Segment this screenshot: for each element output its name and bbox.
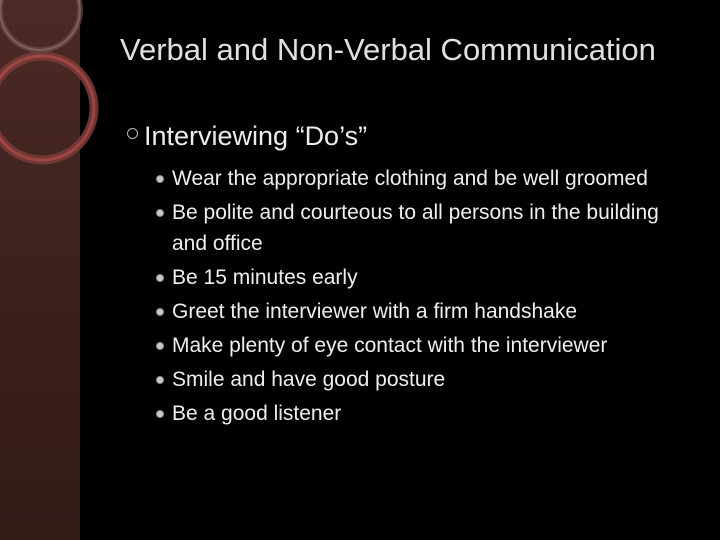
list-item-text: Be polite and courteous to all persons in the building and office xyxy=(172,201,659,255)
list-item-text: Greet the interviewer with a firm handshake xyxy=(172,300,578,323)
bullet-dot-icon xyxy=(156,308,164,316)
bullet-dot-icon xyxy=(156,209,164,217)
bullet-dot-icon xyxy=(156,175,164,183)
list-item-text: Make plenty of eye contact with the interviewer xyxy=(172,334,608,357)
list-item-text: Smile and have good posture xyxy=(172,368,446,391)
bullet-dot-icon xyxy=(156,410,164,418)
list-item xyxy=(160,330,690,361)
bullet-dot-icon xyxy=(156,274,164,282)
subheading-text: Interviewing “Do’s” xyxy=(144,121,368,151)
list-item xyxy=(160,364,690,395)
slide-title: Verbal and Non-Verbal Communication xyxy=(120,32,656,67)
bullet-dot-icon xyxy=(156,376,164,384)
list-item-text: Wear the appropriate clothing and be well groomed xyxy=(172,167,648,190)
subheading xyxy=(127,118,687,154)
bullet-list xyxy=(160,163,690,432)
list-item xyxy=(160,163,690,194)
list-item-text: Be 15 minutes early xyxy=(172,266,358,289)
ring-decoration xyxy=(0,0,120,200)
subheading-bullet-icon xyxy=(127,128,138,139)
list-item xyxy=(160,398,690,429)
list-item-text: Be a good listener xyxy=(172,402,342,425)
list-item xyxy=(160,262,690,293)
list-item xyxy=(160,296,690,327)
list-item xyxy=(160,197,690,259)
bullet-dot-icon xyxy=(156,342,164,350)
